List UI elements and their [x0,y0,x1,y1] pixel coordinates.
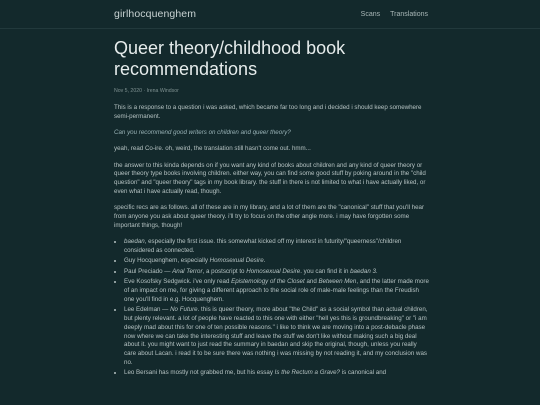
blog-post [114,38,430,380]
list-text: . [263,257,266,265]
post-paragraph-answer: yeah, read Co-ire. oh, weird, the translation still hasn't come out. hmm... [114,145,311,153]
book-title: Epistemology of the Closet [231,278,305,286]
list-text: Paul Preciado — [124,267,173,275]
post-meta: Nov 5, 2020 · Irena Windsor [114,88,179,94]
post-title-line-1: Queer theory/childhood book [114,38,346,58]
list-item [124,257,430,266]
list-item [124,306,430,368]
nav-link-translations[interactable]: Translations [390,10,428,18]
list-text: , and the latter made more of an impact on me, for giving a different approach to the social role of male-male feelings than the Freudish one you'll find in e.g. Hocquenghem. [124,278,429,303]
post-title [114,38,430,80]
list-text: . [375,267,378,275]
list-text: , especially the first issue. this somewhat kicked off my interest in futurity/"queerness"/children considered as connected. [124,238,402,255]
list-text: , a postscript to [202,267,247,275]
book-title: Between Men [318,278,357,286]
list-item [124,268,430,277]
book-title: baedan 3 [350,267,376,275]
post-paragraph-context: the answer to this kinda depends on if you want any kind of books about children and any kind of queer theory or queer theory type books involving children. either way, you can find some good stuff by poking around in the "child question" and "queer theory" tags in my book library. the stuff in there is not limited to what i have actually liked, or even what i have actually read, though. [114,161,426,196]
list-text: Eve Kosofsky Sedgwick. i've only read [124,278,232,286]
post-paragraph-intro: This is a response to a question i was asked, which became far too long and i decided i should keep somewhere semi-permanent. [114,104,422,120]
post-paragraph-recs: specific recs are as follows. all of these are in my library, and a lot of them are the "canonical" stuff that you'll hear from anyone you ask about queer theory. i'll try to focus on the other angle more. i may have forgotten some important things, though! [114,204,425,229]
list-item [124,278,430,304]
list-text: and [304,278,319,286]
list-item [124,369,430,378]
list-text: . you can find it in [300,267,351,275]
post-question: Can you recommend good writers on children and queer theory? [114,129,291,137]
book-title: No Future [170,306,198,314]
nav-link-scans[interactable]: Scans [360,10,381,18]
site-title-link[interactable]: girlhocquenghem [114,8,197,20]
book-title: Anal Terror [172,267,203,275]
book-title: Homosexual Desire [246,267,301,275]
top-navigation-bar [0,0,540,29]
list-text: Leo Bersani has mostly not grabbed me, but his essay [124,369,275,377]
list-text: Lee Edelman — [124,306,171,314]
list-item [124,238,430,256]
post-title-line-2: recommendations [114,59,258,79]
list-text: Guy Hocquenghem, especially [124,257,210,265]
nav-links [361,11,428,18]
book-title: Homosexual Desire [209,257,264,265]
list-text: . this is queer theory, more about "the Child" as a social symbol than actual children, but plenty relevant. a lot of people have reacted to this one with either "hell yes this is groundbreaking" or "i am deeply mad about this for one of ten possible reasons." i like to think we are moving into a post-debacle phase now where we can take the interesting stuff and leave the stuff we don't like without making such a big deal about it. you might want to just read the summary in baedan and skip the original, though, unless you really care about Lacan. i read it to be sure there was nothing i was missing by not reading it, and my conclusion was no. [124,306,428,366]
recommendation-list [114,238,430,378]
book-title: Is the Rectum a Grave? [274,369,340,377]
list-text: is canonical and [340,369,387,377]
book-title: baedan [124,238,145,246]
